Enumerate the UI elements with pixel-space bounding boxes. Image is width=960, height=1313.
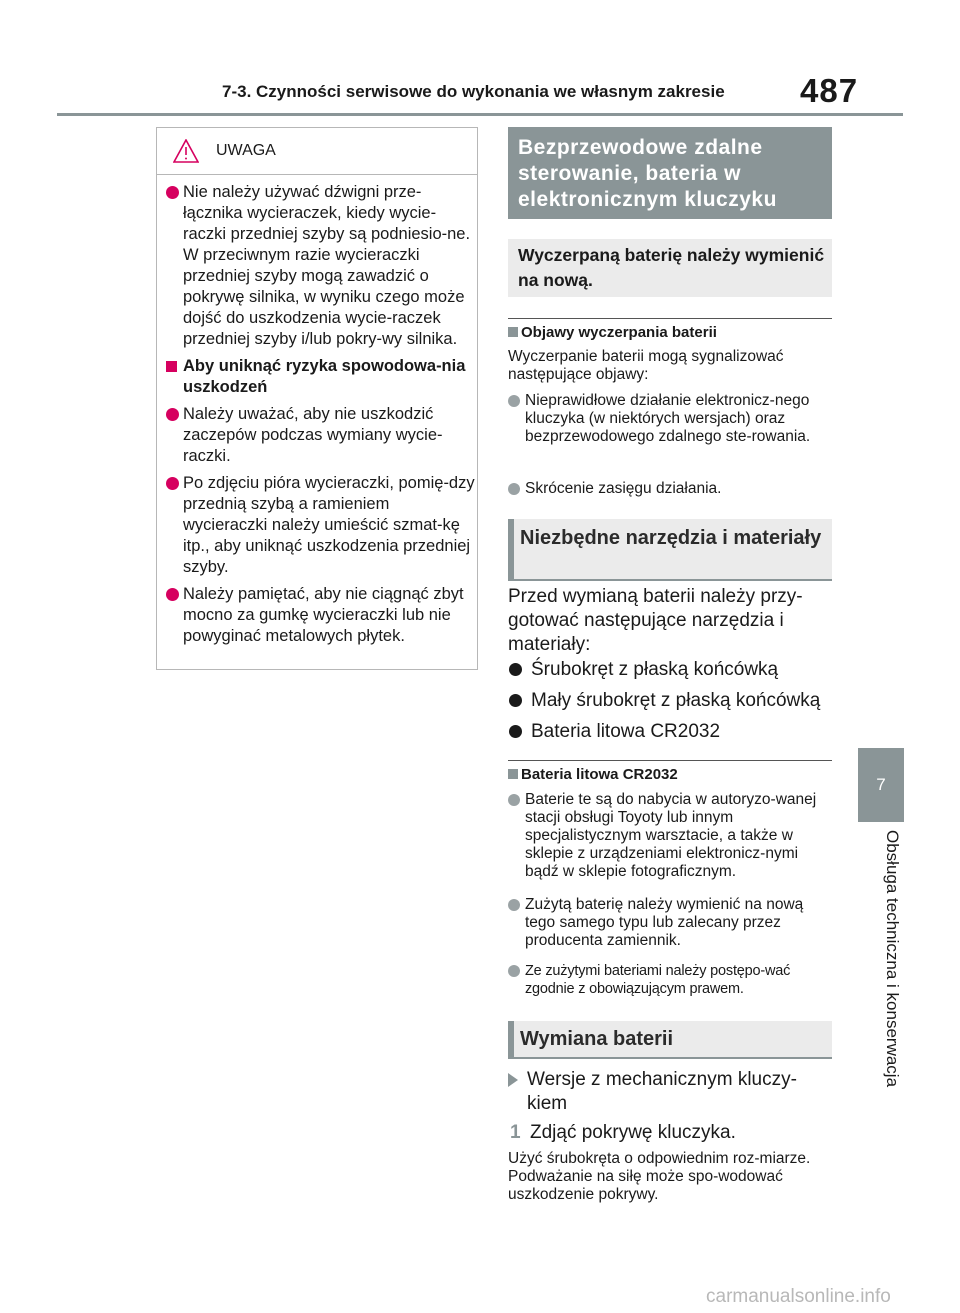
replace-variant (508, 1068, 818, 1116)
warning-item-text: Po zdjęciu pióra wycieraczki, pomię-dzy przednią szybą a ramieniem wycieraczki należy umieścić szmat-kę itp., aby uniknąć uszkodzenia przedniej szyby. (183, 474, 475, 576)
tools-text: Przed wymianą baterii należy przy-gotować następujące narzędzia i materiały: (508, 586, 803, 655)
bullet-icon (508, 899, 520, 911)
bullet-icon (508, 483, 520, 495)
square-bullet-icon (508, 769, 518, 779)
tool-item-text: Bateria litowa CR2032 (531, 721, 721, 742)
section-underline (508, 579, 832, 581)
chapter-header-title: 7-3. Czynności serwisowe do wykonania we własnym zakresie (222, 82, 725, 101)
warning-item-text: Należy uważać, aby nie uszkodzić zaczepów podczas wymiany wycie-raczki. (183, 405, 443, 465)
tool-item (508, 659, 778, 681)
warning-item (164, 473, 476, 578)
symptom-item (508, 480, 828, 498)
warning-item (164, 404, 476, 467)
tool-item-text: Mały śrubokręt z płaską końcówką (531, 690, 821, 711)
warning-body (164, 182, 476, 653)
battery-heading-text: Bateria litowa CR2032 (521, 766, 678, 783)
warning-subheading (164, 356, 476, 398)
symptoms-text: Wyczerpanie baterii mogą sygnalizować następujące objawy: (508, 348, 784, 383)
bullet-icon (166, 408, 179, 421)
warning-item (164, 182, 476, 350)
chapter-side-label: Obsługa techniczna i konserwacja (883, 830, 902, 1088)
warning-box (156, 127, 478, 670)
replace-heading-text: Wymiana baterii (520, 1028, 674, 1050)
warning-triangle-icon (173, 139, 199, 163)
tool-item (508, 690, 820, 712)
bullet-icon (166, 186, 179, 199)
bullet-icon (509, 725, 522, 738)
replace-note: Użyć śrubokręta o odpowiednim roz-miarze. Podważanie na siłę może spo-wodować uszkodzenie pokrywy. (508, 1150, 811, 1203)
section-underline (508, 1057, 832, 1059)
bullet-icon (166, 588, 179, 601)
symptom-item (508, 392, 828, 446)
square-bullet-icon (166, 361, 177, 372)
warning-item-text: Należy pamiętać, aby nie ciągnąć zbyt mocno za gumkę wycieraczki lub nie powyginać metalowych płytek. (183, 585, 464, 645)
square-bullet-icon (508, 327, 518, 337)
section-bar (508, 519, 514, 581)
step-number: 1 (510, 1122, 521, 1143)
section-divider (508, 760, 832, 761)
section-title: Bezprzewodowe zdalne sterowanie, bateria w elektronicznym kluczyku (508, 127, 832, 219)
warning-subheading-text: Aby uniknąć ryzyka spowodowa-nia uszkodzeń (183, 357, 466, 396)
battery-heading (508, 766, 678, 783)
section-bar (508, 1021, 514, 1059)
bullet-icon (509, 694, 522, 707)
chapter-tab: 7 (858, 748, 904, 822)
page-number: 487 (800, 72, 859, 109)
warning-header (157, 128, 477, 175)
header-divider (57, 113, 903, 116)
battery-item (508, 896, 828, 950)
bullet-icon (508, 965, 520, 977)
tools-section-header (508, 519, 832, 581)
step-text: Zdjąć pokrywę kluczyka. (530, 1122, 736, 1143)
replace-section-header (508, 1021, 832, 1059)
tools-heading-text: Niezbędne narzędzia i materiały (520, 527, 822, 549)
battery-item-text: Baterie te są do nabycia w autoryzo-wanej stacji obsługi Toyoty lub innym specjalistycznym warsztacie, a także w sklepie z urządzeniami elektronicz-nymi bądź w sklepie fotograficznym. (525, 791, 817, 880)
bullet-icon (508, 794, 520, 806)
symptoms-heading-text: Objawy wyczerpania baterii (521, 324, 717, 341)
battery-item-text: Ze zużytymi bateriami należy postępo-wać zgodnie z obowiązującym prawem. (525, 963, 791, 997)
replace-step (508, 1121, 828, 1145)
bullet-icon (509, 663, 522, 676)
symptom-item-text: Nieprawidłowe działanie elektronicz-nego kluczyka (w niektórych wersjach) oraz bezprzewodowego zdalnego ste-rowania. (525, 392, 811, 445)
battery-item (508, 962, 828, 998)
watermark: carmanualsonline.info (706, 1286, 891, 1307)
triangle-bullet-icon (508, 1073, 518, 1087)
symptoms-heading (508, 324, 717, 341)
battery-item (508, 791, 828, 881)
tool-item (508, 721, 720, 743)
bullet-icon (166, 477, 179, 490)
bullet-icon (508, 395, 520, 407)
battery-item-text: Zużytą baterię należy wymienić na nową tego samego typu lub zalecany przez producenta zamiennik. (525, 896, 804, 949)
section-divider (508, 318, 832, 319)
warning-item (164, 584, 476, 647)
symptom-item-text: Skrócenie zasięgu działania. (525, 480, 722, 497)
warning-title: UWAGA (216, 142, 276, 159)
section-intro: Wyczerpaną baterię należy wymienić na nową. (508, 239, 832, 297)
replace-variant-text: Wersje z mechanicznym kluczy-kiem (527, 1069, 797, 1114)
warning-item-text: Nie należy używać dźwigni prze-łącznika wycieraczek, kiedy wycie-raczki przedniej szyby są podniesio-ne. W przeciwnym razie wycieraczki przedniej szyby mogą zawadzić o pokrywę silnika, w wyniku czego może dojść do uszkodzenia wycie-raczek przedniej szyby i/lub pokry-wy silnika. (183, 183, 471, 348)
tool-item-text: Śrubokręt z płaską końcówką (531, 659, 779, 680)
